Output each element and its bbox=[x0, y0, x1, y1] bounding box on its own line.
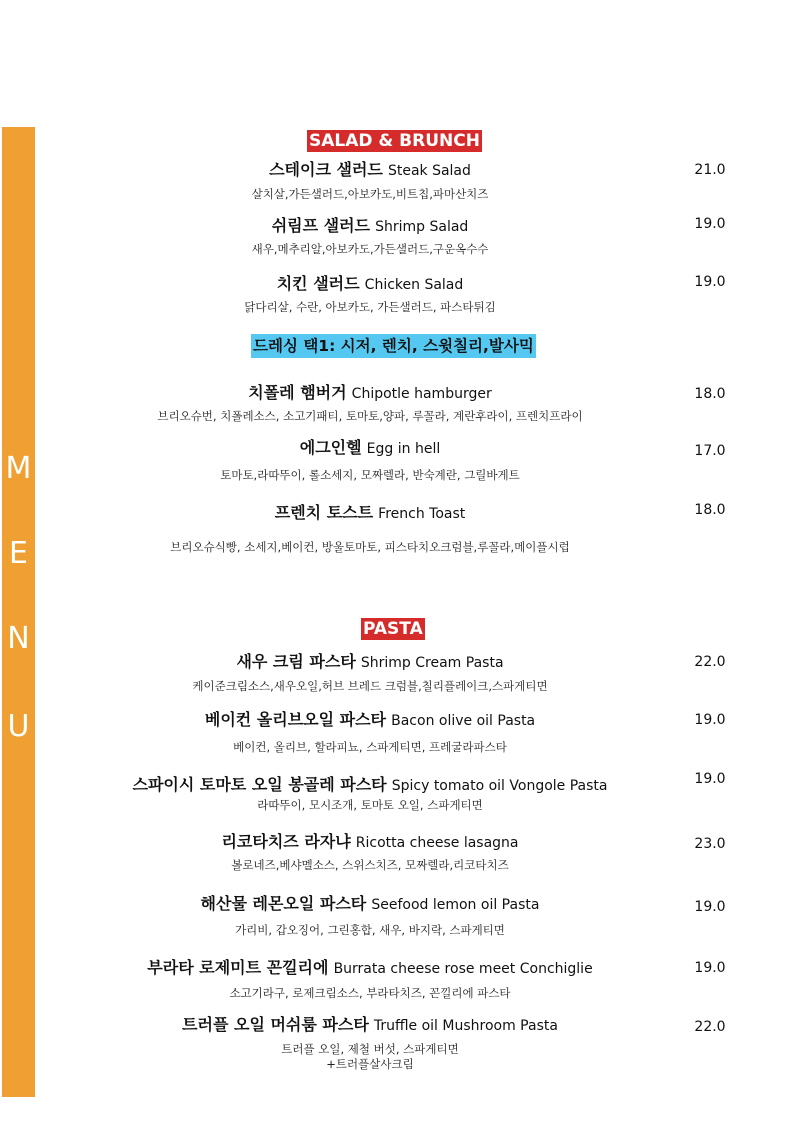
item-name bbox=[90, 502, 650, 525]
item-name-korean: 새우 크림 파스타 bbox=[236, 652, 356, 671]
item-description: 살치살,가든샐러드,아보카도,비트칩,파마산치즈 bbox=[251, 187, 489, 201]
item-name-english: Burrata cheese rose meet Conchiglie bbox=[333, 961, 593, 977]
section-title-pasta: PASTA bbox=[363, 619, 423, 639]
item-name bbox=[90, 382, 650, 405]
item-price: 22.0 bbox=[694, 1019, 726, 1035]
item-price: 23.0 bbox=[694, 836, 726, 852]
item-name-english: Steak Salad bbox=[387, 163, 471, 179]
item-price: 19.0 bbox=[694, 899, 726, 915]
item-description: 케이준크림소스,새우오일,허브 브레드 크럼블,칠리플레이크,스파게티면 bbox=[192, 679, 548, 693]
item-name-english: Truffle oil Mushroom Pasta bbox=[373, 1018, 558, 1034]
item-price: 19.0 bbox=[694, 274, 726, 290]
item-name-korean: 치폴레 햄버거 bbox=[248, 383, 347, 402]
item-name-korean: 프렌치 토스트 bbox=[274, 503, 374, 522]
item-name-korean: 스파이시 토마토 오일 봉골레 파스타 bbox=[132, 775, 387, 794]
item-price: 19.0 bbox=[694, 960, 726, 976]
sidebar-letter: E bbox=[9, 536, 28, 571]
item-name-korean: 부라타 로제미트 꼰낄리에 bbox=[147, 958, 329, 977]
item-name-korean: 에그인헬 bbox=[299, 438, 362, 457]
item-name-english: Ricotta cheese lasagna bbox=[355, 835, 519, 851]
item-description: 소고기라구, 로제크림소스, 부라타치즈, 꼰낄리에 파스타 bbox=[229, 986, 511, 1000]
item-name-english: Shrimp Cream Pasta bbox=[360, 655, 504, 671]
item-description: 트러플 오일, 제철 버섯, 스파게티면 bbox=[281, 1042, 459, 1056]
item-price: 19.0 bbox=[694, 712, 726, 728]
item-name bbox=[90, 831, 650, 854]
item-name bbox=[90, 215, 650, 238]
item-name bbox=[90, 651, 650, 674]
item-name bbox=[90, 957, 650, 980]
item-price: 17.0 bbox=[694, 443, 726, 459]
sidebar-letter: N bbox=[7, 621, 30, 656]
item-description: 새우,메추리알,아보카도,가든샐러드,구운옥수수 bbox=[251, 242, 489, 256]
menu-sidebar bbox=[2, 127, 35, 1097]
item-name bbox=[90, 437, 650, 460]
sidebar-letter: U bbox=[7, 709, 30, 744]
item-price: 18.0 bbox=[694, 386, 726, 402]
item-name-english: Chicken Salad bbox=[364, 277, 464, 293]
item-name bbox=[90, 1014, 650, 1037]
item-name bbox=[90, 774, 650, 797]
item-name-english: Seefood lemon oil Pasta bbox=[371, 897, 540, 913]
item-name-korean: 쉬림프 샐러드 bbox=[271, 216, 370, 235]
item-description: 브리오슈번, 치폴레소스, 소고기패티, 토마토,양파, 루꼴라, 계란후라이, 프렌치프라이 bbox=[157, 409, 583, 423]
item-description: 토마토,라따뚜이, 롤소세지, 모짜렐라, 반숙계란, 그릴바게트 bbox=[220, 468, 520, 482]
item-name-english: Shrimp Salad bbox=[375, 219, 469, 235]
item-description-extra: +트러플살사크림 bbox=[326, 1057, 414, 1071]
item-name bbox=[90, 159, 650, 182]
item-name bbox=[90, 709, 650, 732]
item-name-korean: 스테이크 샐러드 bbox=[269, 160, 383, 179]
item-description: 닭다리살, 수란, 아보카도, 가든샐러드, 파스타튀김 bbox=[244, 300, 496, 314]
item-name-korean: 치킨 샐러드 bbox=[276, 274, 360, 293]
item-name-korean: 리코타치즈 라자냐 bbox=[221, 832, 351, 851]
item-price: 21.0 bbox=[694, 162, 726, 178]
item-description: 브리오슈식빵, 소세지,베이컨, 방울토마토, 피스타치오크럼블,루꼴라,메이플시럽 bbox=[170, 540, 570, 554]
item-price: 19.0 bbox=[694, 216, 726, 232]
item-description: 라따뚜이, 모시조개, 토마토 오일, 스파게티면 bbox=[257, 798, 483, 812]
item-name-korean: 베이컨 올리브오일 파스타 bbox=[204, 710, 387, 729]
item-price: 19.0 bbox=[694, 771, 726, 787]
item-name-english: Chipotle hamburger bbox=[351, 386, 492, 402]
sidebar-letter: M bbox=[5, 451, 32, 486]
item-name bbox=[90, 273, 650, 296]
item-description: 가리비, 갑오징어, 그린홍합, 새우, 바지락, 스파게티면 bbox=[235, 923, 505, 937]
item-price: 22.0 bbox=[694, 654, 726, 670]
item-name-english: French Toast bbox=[378, 506, 466, 522]
dressing-note: 드레싱 택1: 시저, 렌치, 스윗칠리,발사믹 bbox=[251, 334, 536, 358]
item-name-korean: 해산물 레몬오일 파스타 bbox=[200, 894, 367, 913]
item-name-english: Bacon olive oil Pasta bbox=[391, 713, 536, 729]
item-name-korean: 트러플 오일 머쉬룸 파스타 bbox=[182, 1015, 369, 1034]
item-description: 볼로네즈,베샤멜소스, 스위스치즈, 모짜렐라,리코타치즈 bbox=[231, 858, 509, 872]
item-name-english: Egg in hell bbox=[366, 441, 441, 457]
item-name-english: Spicy tomato oil Vongole Pasta bbox=[391, 778, 608, 794]
item-price: 18.0 bbox=[694, 502, 726, 518]
section-title-salad-brunch: SALAD & BRUNCH bbox=[309, 131, 480, 151]
item-description: 베이컨, 올리브, 할라피뇨, 스파게티면, 프레굴라파스타 bbox=[233, 740, 507, 754]
item-name bbox=[90, 893, 650, 916]
